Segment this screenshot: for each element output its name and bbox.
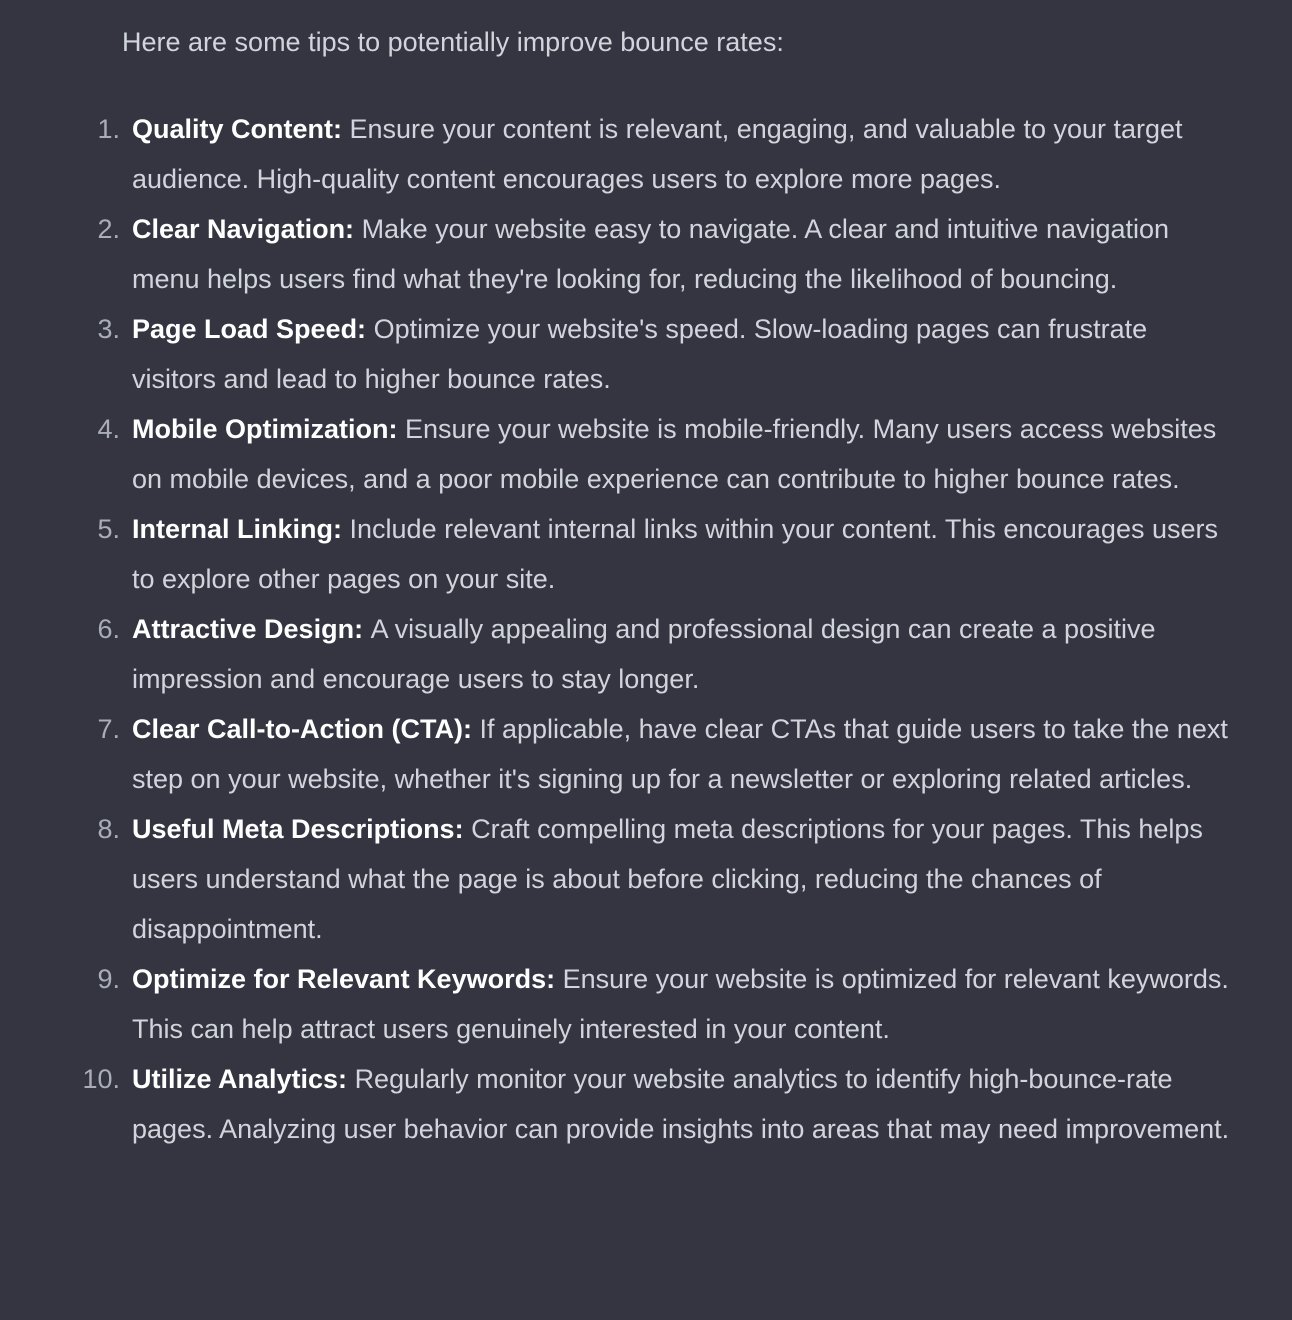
tip-text: Regularly monitor your website analytics to identify high-bounce-rate pages. Analyzing user behavior can provide insights into areas that may need improvement. bbox=[132, 1064, 1230, 1144]
tip-text: A visually appealing and professional design can create a positive impression and encourage users to stay longer. bbox=[132, 614, 1156, 694]
tip-number: 3. bbox=[97, 314, 120, 344]
tip-number: 10. bbox=[82, 1064, 120, 1094]
tip-number: 6. bbox=[97, 614, 120, 644]
tip-title: Useful Meta Descriptions: bbox=[132, 814, 472, 844]
tip-item bbox=[0, 804, 1292, 954]
tip-item bbox=[0, 404, 1292, 504]
tip-number: 7. bbox=[97, 714, 120, 744]
tip-item bbox=[0, 954, 1292, 1054]
tip-title: Clear Navigation: bbox=[132, 214, 362, 244]
tip-number: 4. bbox=[97, 414, 120, 444]
tip-text: If applicable, have clear CTAs that guide users to take the next step on your website, whether it's signing up for a newsletter or exploring related articles. bbox=[132, 714, 1228, 794]
tip-item bbox=[0, 704, 1292, 804]
tip-item bbox=[0, 1054, 1292, 1154]
tip-number: 2. bbox=[97, 214, 120, 244]
tip-item bbox=[0, 504, 1292, 604]
tip-item bbox=[0, 104, 1292, 204]
tip-title: Mobile Optimization: bbox=[132, 414, 405, 444]
tip-text: Ensure your website is mobile-friendly. Many users access websites on mobile devices, and a poor mobile experience can contribute to higher bounce rates. bbox=[132, 414, 1217, 494]
tip-number: 9. bbox=[97, 964, 120, 994]
tip-text: Make your website easy to navigate. A clear and intuitive navigation menu helps users find what they're looking for, reducing the likelihood of bouncing. bbox=[132, 214, 1170, 294]
tip-number: 5. bbox=[97, 514, 120, 544]
tip-text: Ensure your website is optimized for relevant keywords. This can help attract users genuinely interested in your content. bbox=[132, 964, 1229, 1044]
tip-text: Craft compelling meta descriptions for your pages. This helps users understand what the page is about before clicking, reducing the chances of disappointment. bbox=[132, 814, 1203, 944]
tip-number: 1. bbox=[97, 114, 120, 144]
tip-text: Include relevant internal links within your content. This encourages users to explore other pages on your site. bbox=[132, 514, 1218, 594]
tip-number: 8. bbox=[97, 814, 120, 844]
message-intro: Here are some tips to potentially improve bounce rates: bbox=[122, 27, 784, 57]
tip-text: Optimize your website's speed. Slow-loading pages can frustrate visitors and lead to higher bounce rates. bbox=[132, 314, 1148, 394]
tip-text: Ensure your content is relevant, engaging, and valuable to your target audience. High-quality content encourages users to explore more pages. bbox=[132, 114, 1183, 194]
tip-item bbox=[0, 604, 1292, 704]
tip-title: Internal Linking: bbox=[132, 514, 350, 544]
tip-title: Attractive Design: bbox=[132, 614, 371, 644]
tip-title: Page Load Speed: bbox=[132, 314, 374, 344]
tip-title: Quality Content: bbox=[132, 114, 350, 144]
tip-item bbox=[0, 204, 1292, 304]
tips-list bbox=[0, 104, 1292, 1154]
tip-title: Optimize for Relevant Keywords: bbox=[132, 964, 563, 994]
tip-title: Utilize Analytics: bbox=[132, 1064, 355, 1094]
tip-title: Clear Call-to-Action (CTA): bbox=[132, 714, 480, 744]
tip-item bbox=[0, 304, 1292, 404]
